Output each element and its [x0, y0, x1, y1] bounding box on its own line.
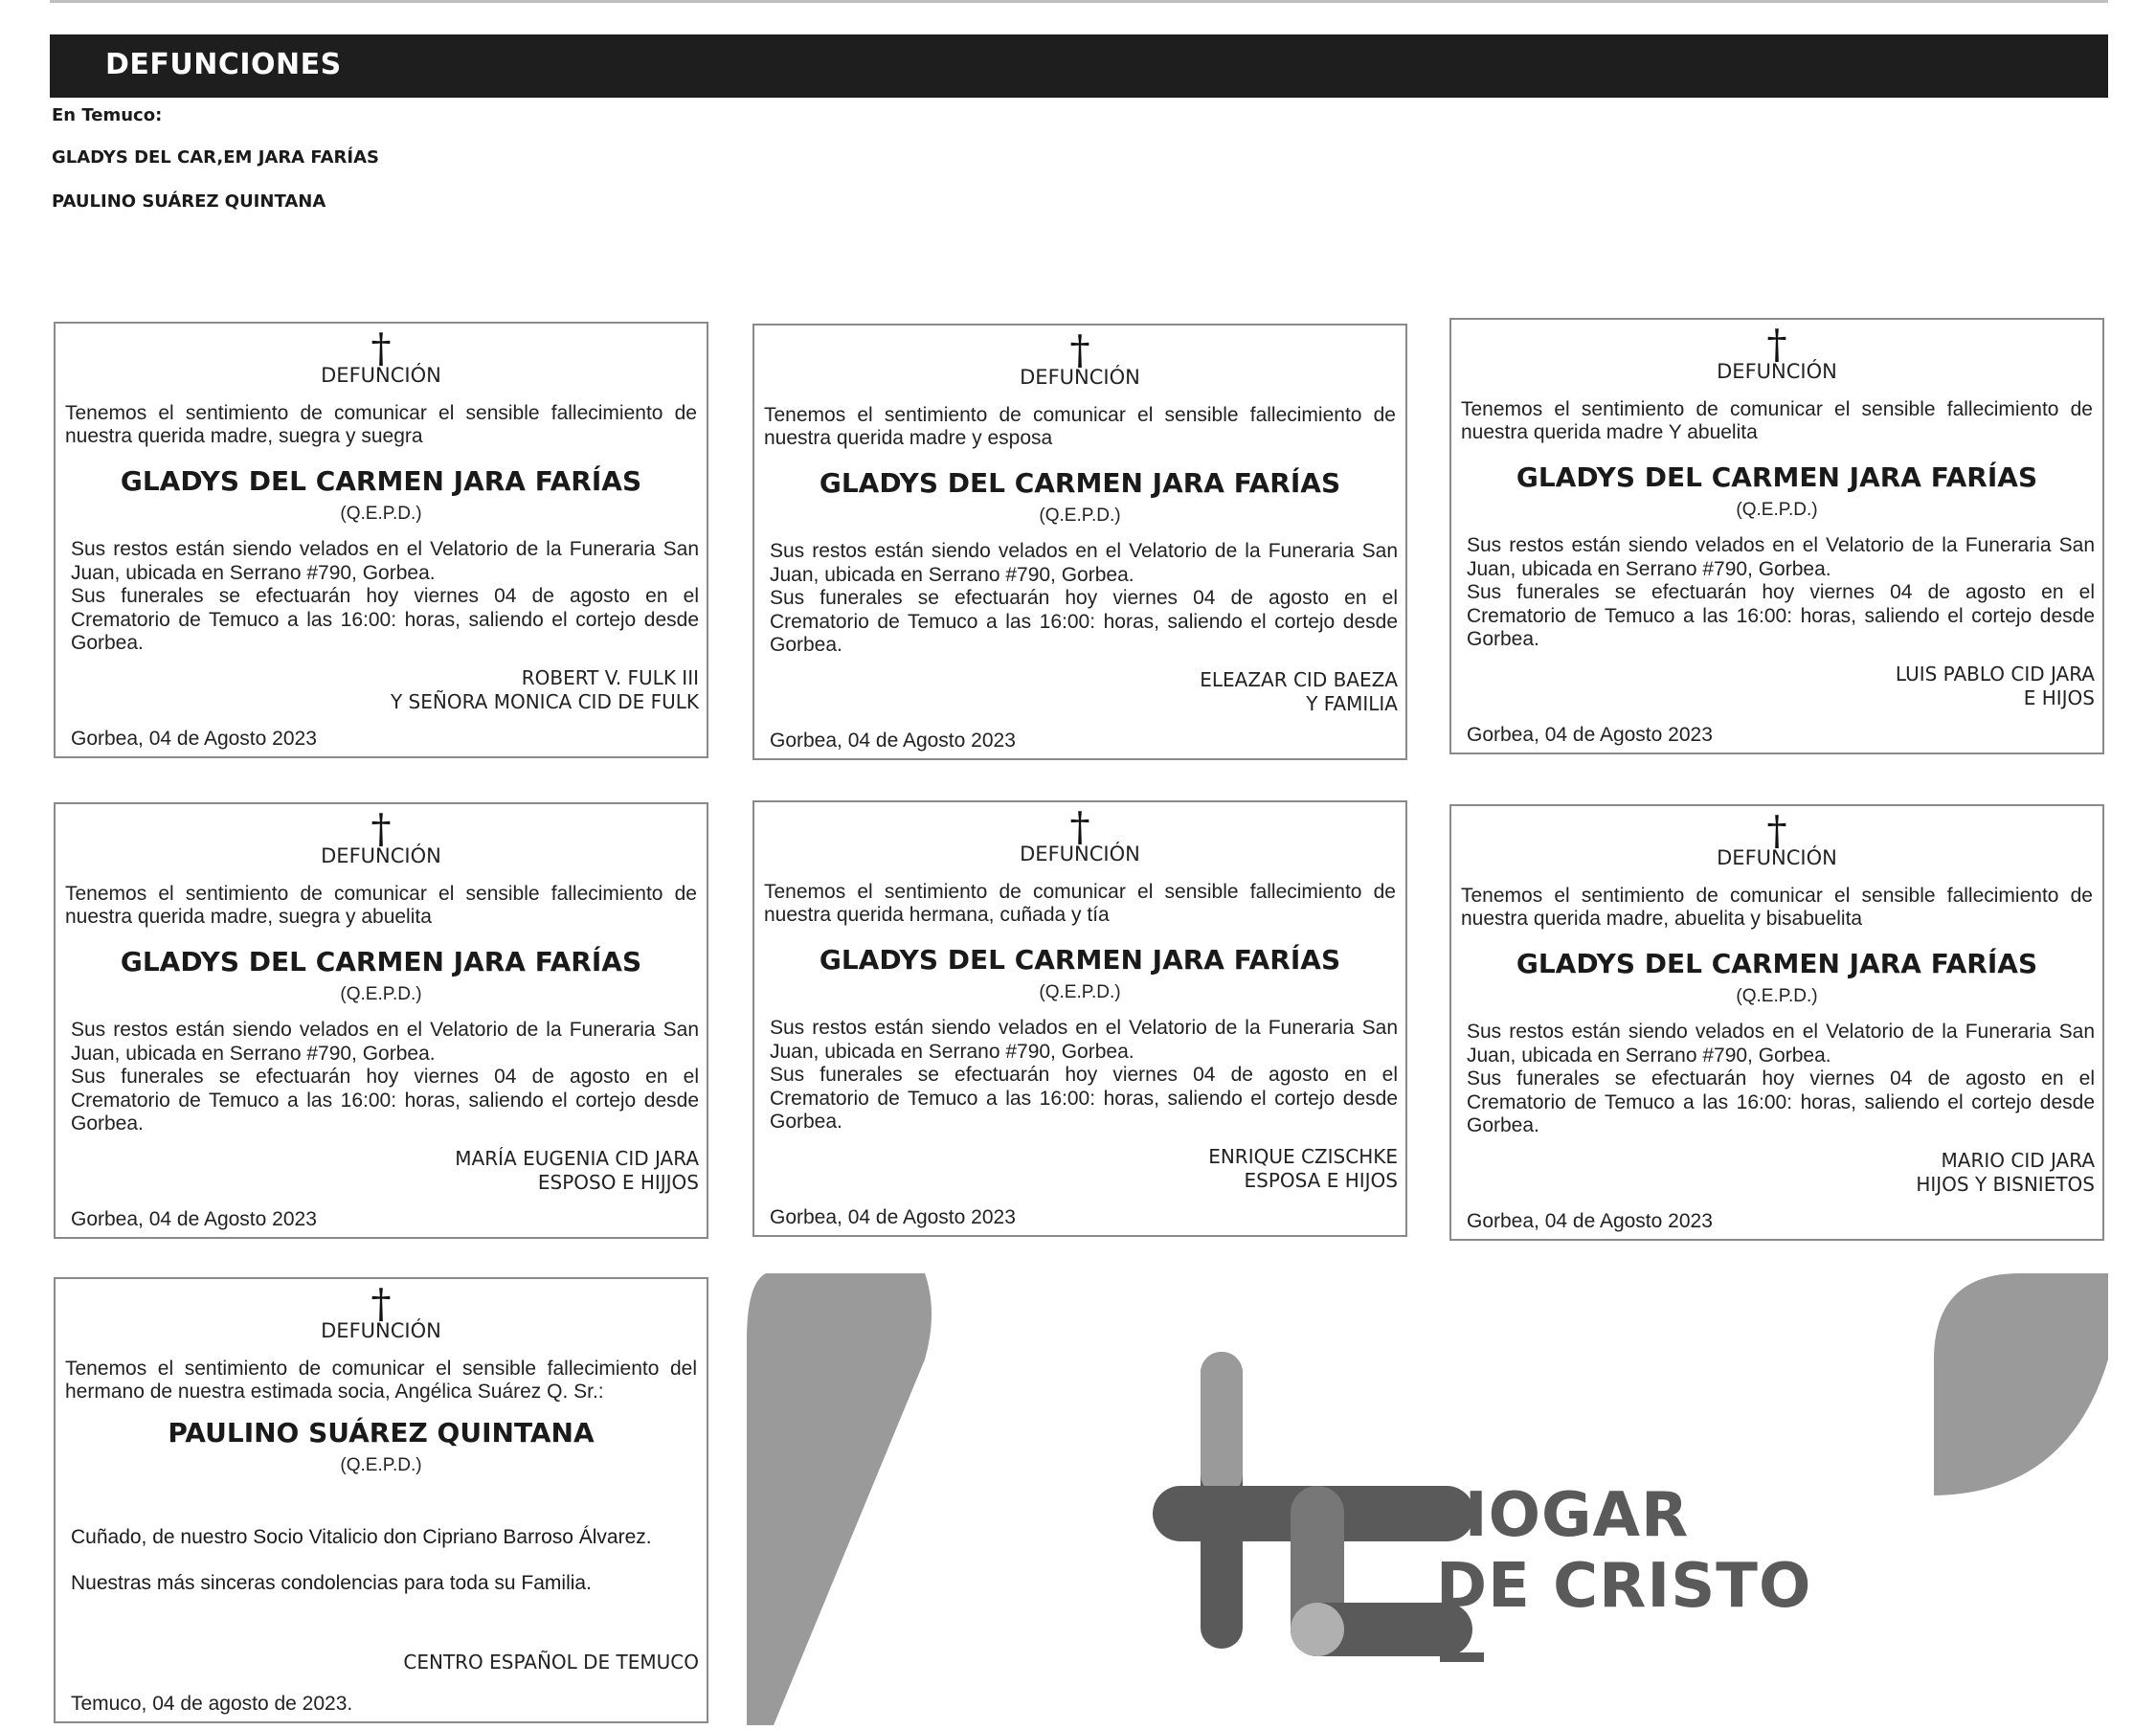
deceased-name: GLADYS DEL CARMEN JARA FARÍAS	[1516, 948, 2038, 979]
funeral-info: Sus funerales se efectuarán hoy viernes 04 de agosto en el Crematorio de Temuco a las 16:00: horas, saliendo el cortejo desde Gorbea.	[1467, 581, 2095, 650]
notice-details	[71, 538, 699, 656]
qepd-label: (Q.E.P.D.)	[1039, 506, 1121, 526]
notice-heading: DEFUNCIÓN	[1717, 846, 1837, 869]
hogar-de-cristo-ad	[747, 1273, 2108, 1725]
qepd-label: (Q.E.P.D.)	[1736, 500, 1818, 520]
notice-intro: Tenemos el sentimiento de comunicar el sensible fallecimiento de nuestra querida madre, abuelita y bisabuelita	[1461, 885, 2093, 930]
notice-intro: Tenemos el sentimiento de comunicar el sensible fallecimiento del hermano de nuestra estimada socia, Angélica Suárez Q. Sr.:	[65, 1358, 697, 1403]
obituary-notice	[752, 324, 1407, 760]
wake-info: Sus restos están siendo velados en el Velatorio de la Funeraria San Juan, ubicada en Serrano #790, Gorbea.	[71, 538, 699, 584]
qepd-label: (Q.E.P.D.)	[340, 1455, 422, 1475]
brand-line-1: HOGAR	[1436, 1480, 1690, 1551]
wake-info: Sus restos están siendo velados en el Velatorio de la Funeraria San Juan, ubicada en Serrano #790, Gorbea.	[71, 1019, 699, 1065]
notice-heading: DEFUNCIÓN	[321, 1319, 441, 1342]
deceased-name: GLADYS DEL CARMEN JARA FARÍAS	[120, 946, 642, 977]
notice-details	[770, 540, 1398, 658]
signer-line: ESPOSA E HIJOS	[1244, 1169, 1398, 1192]
notice-signer	[1208, 1145, 1398, 1193]
notice-heading: DEFUNCIÓN	[321, 364, 441, 387]
left-ribbon-shape	[747, 1273, 932, 1725]
place-date: Gorbea, 04 de Agosto 2023	[770, 1206, 1016, 1228]
notice-intro: Tenemos el sentimiento de comunicar el sensible fallecimiento de nuestra querida madre, suegra y suegra	[65, 402, 697, 447]
notice-details	[1467, 534, 2095, 652]
notice-intro: Tenemos el sentimiento de comunicar el sensible fallecimiento de nuestra querida madre Y abuelita	[1461, 398, 2093, 443]
cross-icon: †	[371, 1280, 392, 1327]
obituary-notice	[1449, 318, 2104, 754]
qepd-label: (Q.E.P.D.)	[1736, 986, 1818, 1006]
signer-line: Y FAMILIA	[1306, 692, 1398, 715]
signer-line: ROBERT V. FULK III	[521, 666, 699, 689]
notice-heading: DEFUNCIÓN	[1020, 366, 1140, 389]
section-header	[50, 34, 2108, 98]
city-label: En Temuco:	[52, 105, 163, 125]
notice-intro: Tenemos el sentimiento de comunicar el sensible fallecimiento de nuestra querida madre y esposa	[764, 404, 1396, 449]
signer-line: CENTRO ESPAÑOL DE TEMUCO	[403, 1651, 699, 1674]
notice-intro: Tenemos el sentimiento de comunicar el sensible fallecimiento de nuestra querida madre, suegra y abuelita	[65, 883, 697, 928]
right-corner-shape	[1934, 1273, 2108, 1495]
condolence-line: Nuestras más sinceras condolencias para toda su Familia.	[71, 1572, 592, 1594]
obituary-notice	[54, 1277, 708, 1723]
deceased-name: PAULINO SUÁREZ QUINTANA	[168, 1417, 595, 1449]
notice-details	[770, 1017, 1398, 1135]
place-date: Temuco, 04 de agosto de 2023.	[71, 1693, 353, 1715]
notice-signer	[1916, 1149, 2095, 1197]
signer-line: ESPOSO E HIJJOS	[537, 1171, 699, 1194]
top-rule	[50, 0, 2108, 3]
notice-heading: DEFUNCIÓN	[1717, 360, 1837, 383]
wake-info: Sus restos están siendo velados en el Velatorio de la Funeraria San Juan, ubicada en Serrano #790, Gorbea.	[770, 1017, 1398, 1063]
wake-info: Sus restos están siendo velados en el Velatorio de la Funeraria San Juan, ubicada en Serrano #790, Gorbea.	[1467, 1021, 2095, 1067]
qepd-label: (Q.E.P.D.)	[1039, 982, 1121, 1002]
notice-details	[1467, 1021, 2095, 1138]
cross-icon: †	[1069, 803, 1090, 850]
funeral-info: Sus funerales se efectuarán hoy viernes 04 de agosto en el Crematorio de Temuco a las 16:00: horas, saliendo el cortejo desde Gorbea.	[71, 585, 699, 654]
deceased-name: GLADYS DEL CARMEN JARA FARÍAS	[1516, 461, 2038, 493]
funeral-info: Sus funerales se efectuarán hoy viernes 04 de agosto en el Crematorio de Temuco a las 16:00: horas, saliendo el cortejo desde Gorbea.	[1467, 1067, 2095, 1136]
signer-line: ELEAZAR CID BAEZA	[1200, 668, 1398, 691]
funeral-info: Sus funerales se efectuarán hoy viernes 04 de agosto en el Crematorio de Temuco a las 16:00: horas, saliendo el cortejo desde Gorbea.	[770, 587, 1398, 656]
signer-line: Y SEÑORA MONICA CID DE FULK	[390, 690, 699, 713]
signer-line: MARIO CID JARA	[1941, 1149, 2095, 1172]
obituary-notice	[54, 322, 708, 758]
signer-line: MARÍA EUGENIA CID JARA	[455, 1147, 699, 1170]
notice-heading: DEFUNCIÓN	[1020, 843, 1140, 865]
place-date: Gorbea, 04 de Agosto 2023	[71, 728, 317, 750]
notice-details	[71, 1019, 699, 1136]
notice-heading: DEFUNCIÓN	[321, 844, 441, 867]
obituary-notice	[54, 802, 708, 1239]
qepd-label: (Q.E.P.D.)	[340, 984, 422, 1004]
index-name: PAULINO SUÁREZ QUINTANA	[52, 191, 326, 212]
place-date: Gorbea, 04 de Agosto 2023	[770, 730, 1016, 752]
relation-line: Cuñado, de nuestro Socio Vitalicio don Cipriano Barroso Álvarez.	[71, 1526, 652, 1548]
cross-icon: †	[1766, 807, 1787, 854]
signer-line: LUIS PABLO CID JARA	[1895, 663, 2095, 685]
brand-line-2: DE CRISTO	[1436, 1551, 1812, 1622]
obituary-notice	[1449, 804, 2104, 1241]
notice-signer	[455, 1147, 699, 1195]
hogar-de-cristo-logo-icon	[1153, 1352, 1484, 1662]
notice-signer	[391, 666, 699, 714]
notice-signer	[403, 1651, 699, 1674]
cross-icon: †	[1766, 321, 1787, 368]
notice-intro: Tenemos el sentimiento de comunicar el sensible fallecimiento de nuestra querida hermana, cuñada y tía	[764, 881, 1396, 926]
funeral-info: Sus funerales se efectuarán hoy viernes 04 de agosto en el Crematorio de Temuco a las 16:00: horas, saliendo el cortejo desde Gorbea.	[71, 1066, 699, 1135]
signer-line: HIJOS Y BISNIETOS	[1916, 1173, 2095, 1196]
ad-graphic	[747, 1273, 2108, 1725]
wake-info: Sus restos están siendo velados en el Velatorio de la Funeraria San Juan, ubicada en Serrano #790, Gorbea.	[770, 540, 1398, 586]
place-date: Gorbea, 04 de Agosto 2023	[1467, 724, 1713, 746]
notice-signer	[1896, 663, 2095, 710]
cross-icon: †	[371, 805, 392, 852]
place-date: Gorbea, 04 de Agosto 2023	[71, 1208, 317, 1230]
place-date: Gorbea, 04 de Agosto 2023	[1467, 1210, 1713, 1232]
deceased-name: GLADYS DEL CARMEN JARA FARÍAS	[819, 467, 1341, 499]
deceased-name: GLADYS DEL CARMEN JARA FARÍAS	[120, 465, 642, 497]
index-name: GLADYS DEL CAR,EM JARA FARÍAS	[52, 147, 379, 168]
deceased-name: GLADYS DEL CARMEN JARA FARÍAS	[819, 944, 1341, 976]
cross-icon: †	[1069, 326, 1090, 373]
funeral-info: Sus funerales se efectuarán hoy viernes 04 de agosto en el Crematorio de Temuco a las 16:00: horas, saliendo el cortejo desde Gorbea.	[770, 1064, 1398, 1133]
wake-info: Sus restos están siendo velados en el Velatorio de la Funeraria San Juan, ubicada en Serrano #790, Gorbea.	[1467, 534, 2095, 580]
qepd-label: (Q.E.P.D.)	[340, 504, 422, 524]
section-title: DEFUNCIONES	[105, 48, 342, 81]
signer-line: ENRIQUE CZISCHKE	[1208, 1145, 1398, 1168]
obituary-notice	[752, 800, 1407, 1237]
signer-line: E HIJOS	[2023, 686, 2095, 709]
notice-signer	[1200, 668, 1398, 716]
cross-icon: †	[371, 325, 392, 371]
